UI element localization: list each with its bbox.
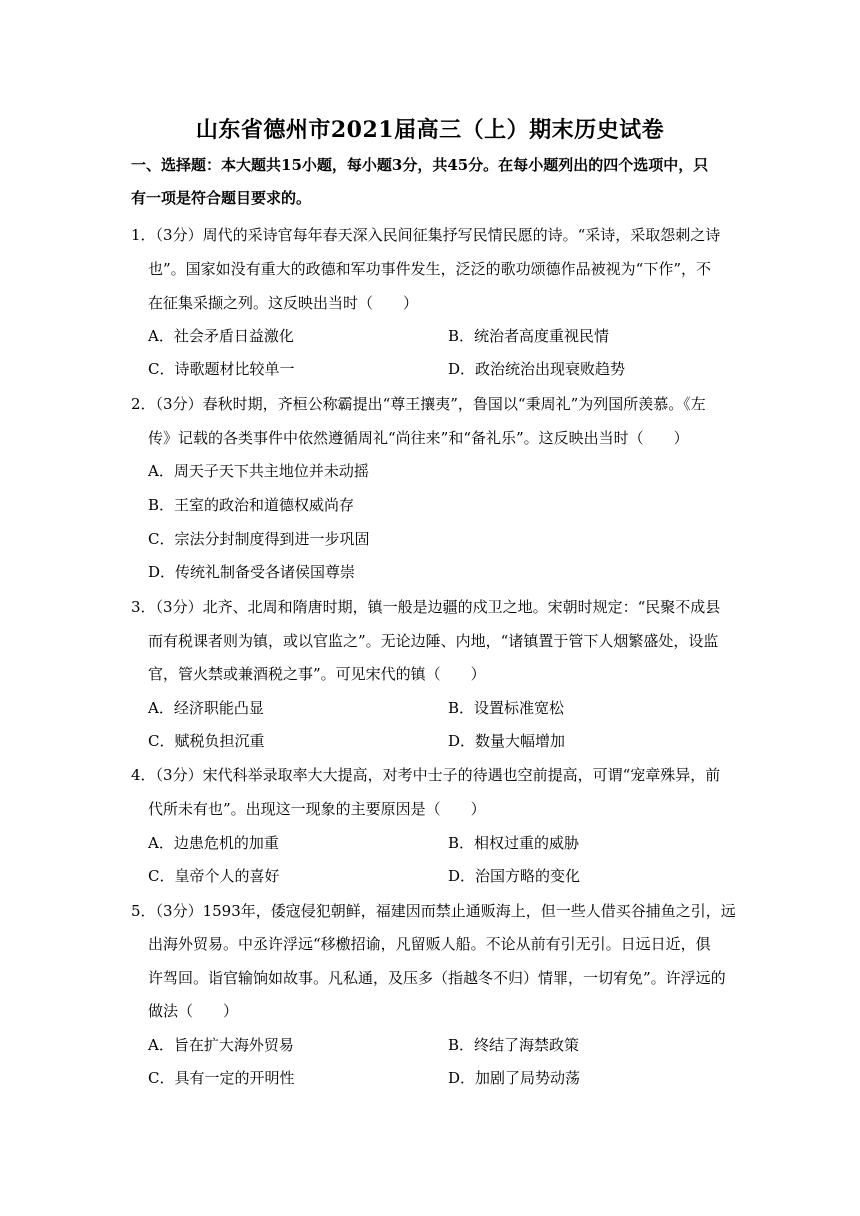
- question-3-option-d[interactable]: D．数量大幅增加: [448, 732, 566, 750]
- question-5-stem-line-2: 出海外贸易。中丞许浮远“移檄招谕，凡留贩人船。不论从前有引无引。日远日近，俱: [148, 935, 711, 953]
- question-5-stem-line-4: 做法（ ）: [148, 1002, 239, 1020]
- question-5-stem-line-1: 5．（3分）1593年，倭寇侵犯朝鲜，福建因而禁止通贩海上，但一些人借买谷捕鱼之引，远: [131, 902, 736, 920]
- question-1-option-b[interactable]: B．统治者高度重视民情: [448, 327, 610, 345]
- exam-title: 山东省德州市2021届高三（上）期末历史试卷: [195, 117, 665, 143]
- question-3-stem-line-3: 官，管火禁或兼酒税之事”。可见宋代的镇（ ）: [148, 665, 486, 683]
- question-1-option-a[interactable]: A．社会矛盾日益激化: [148, 327, 294, 345]
- question-1-option-c[interactable]: C．诗歌题材比较单一: [148, 360, 295, 378]
- question-5-option-a[interactable]: A．旨在扩大海外贸易: [148, 1036, 294, 1054]
- question-5-option-d[interactable]: D．加剧了局势动荡: [448, 1069, 581, 1087]
- section-instruction-line-1: 一、选择题：本大题共15小题，每小题3分，共45分。在每小题列出的四个选项中，只: [131, 156, 709, 174]
- question-4-option-a[interactable]: A．边患危机的加重: [148, 834, 279, 852]
- question-4-stem-line-2: 代所未有也”。出现这一现象的主要原因是（ ）: [148, 800, 486, 818]
- question-2-stem-line-1: 2．（3分）春秋时期，齐桓公称霸提出“尊王攘夷”，鲁国以“秉周礼”为列国所羡慕。《左: [131, 395, 706, 413]
- question-4-option-d[interactable]: D．治国方略的变化: [448, 867, 581, 885]
- question-4-option-b[interactable]: B．相权过重的威胁: [448, 834, 580, 852]
- question-1-stem-line-2: 也”。国家如没有重大的政德和军功事件发生，泛泛的歌功颂德作品被视为“下作”，不: [148, 260, 712, 278]
- question-5-stem-line-3: 许驾回。诣官输饷如故事。凡私通，及压多（指越冬不归）情罪，一切宥免”。许浮远的: [148, 969, 726, 987]
- question-2-option-b[interactable]: B．王室的政治和道德权威尚存: [148, 496, 355, 514]
- question-2-option-d[interactable]: D．传统礼制备受各诸侯国尊崇: [148, 563, 356, 581]
- question-5-option-b[interactable]: B．终结了海禁政策: [448, 1036, 580, 1054]
- question-4-stem-line-1: 4．（3分）宋代科举录取率大大提高，对考中士子的待遇也空前提高，可谓“宠章殊异，前: [131, 766, 721, 784]
- question-4-option-c[interactable]: C．皇帝个人的喜好: [148, 867, 280, 885]
- question-3-option-b[interactable]: B．设置标准宽松: [448, 699, 565, 717]
- question-1-stem-line-1: 1．（3分）周代的采诗官每年春天深入民间征集抒写民情民愿的诗。“采诗，采取怨刺之诗: [131, 226, 721, 244]
- question-3-option-a[interactable]: A．经济职能凸显: [148, 699, 264, 717]
- question-1-option-d[interactable]: D．政治统治出现衰败趋势: [448, 360, 626, 378]
- question-3-option-c[interactable]: C．赋税负担沉重: [148, 732, 265, 750]
- question-1-stem-line-3: 在征集采撷之列。这反映出当时（ ）: [148, 294, 419, 312]
- question-2-option-a[interactable]: A．周天子天下共主地位并未动摇: [148, 462, 369, 480]
- question-2-option-c[interactable]: C．宗法分封制度得到进一步巩固: [148, 530, 370, 548]
- question-3-stem-line-2: 而有税课者则为镇，或以官监之”。无论边陲、内地，“诸镇置于管下人烟繁盛处，设监: [148, 632, 719, 650]
- question-3-stem-line-1: 3．（3分）北齐、北周和隋唐时期，镇一般是边疆的戍卫之地。宋朝时规定：“民聚不成县: [131, 598, 721, 616]
- question-5-option-c[interactable]: C．具有一定的开明性: [148, 1069, 295, 1087]
- section-instruction-line-2: 有一项是符合题目要求的。: [131, 189, 312, 207]
- question-2-stem-line-2: 传》记载的各类事件中依然遵循周礼“尚往来”和“备礼乐”。这反映出当时（ ）: [148, 429, 689, 447]
